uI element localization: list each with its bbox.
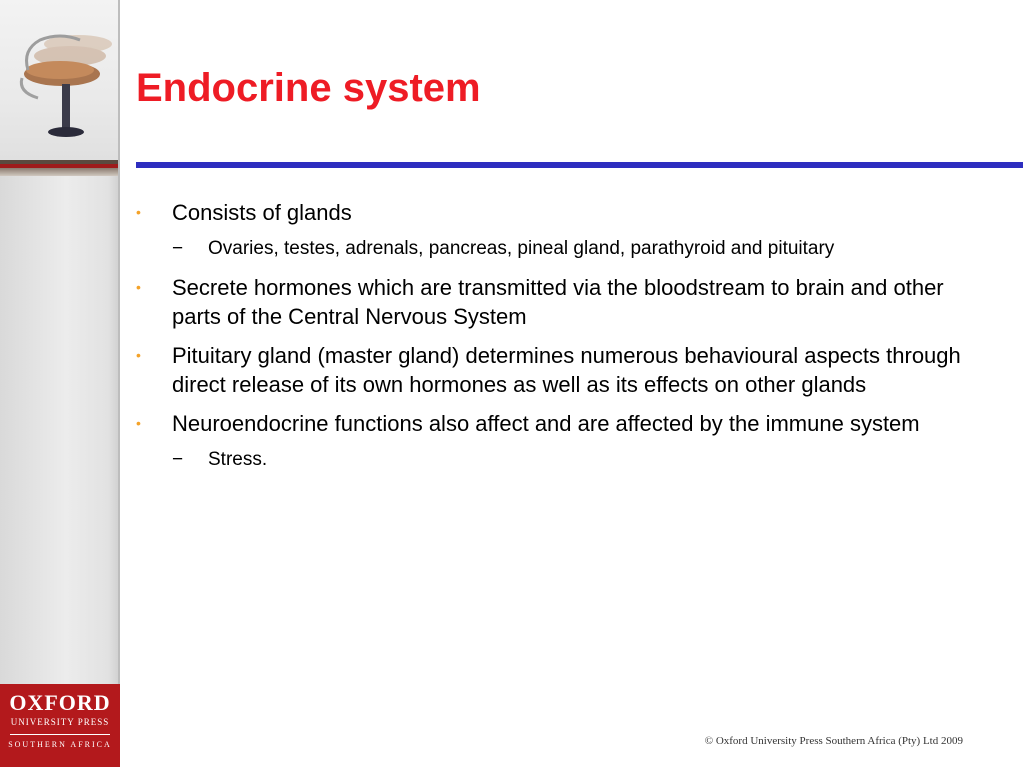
bullet-text: Pituitary gland (master gland) determines numerous behavioural aspects through direct release of its own hormones as well as its effects on other glands xyxy=(172,343,961,397)
chair-icon xyxy=(0,0,120,160)
bullet-text: Secrete hormones which are transmitted via the bloodstream to brain and other parts of the Central Nervous System xyxy=(172,275,944,329)
oxford-logo xyxy=(0,684,120,767)
bullet-item xyxy=(136,273,966,331)
bullet-item xyxy=(136,341,966,399)
bullet-marker: • xyxy=(136,415,141,431)
logo-oxford: OXFORD xyxy=(9,690,111,715)
logo-divider xyxy=(10,734,110,735)
sidebar-edge xyxy=(118,0,120,767)
sub-bullet-item xyxy=(136,237,966,261)
bullet-marker: • xyxy=(136,279,141,295)
sidebar xyxy=(0,0,120,767)
logo-southern-africa: SOUTHERN AFRICA xyxy=(8,740,112,749)
sub-bullet-text: Stress. xyxy=(208,449,268,470)
bullet-text: Neuroendocrine functions also affect and are affected by the immune system xyxy=(172,411,920,436)
slide-content xyxy=(136,198,966,484)
bullet-marker: • xyxy=(136,204,141,220)
bullet-marker: • xyxy=(136,347,141,363)
stripe-light xyxy=(0,168,120,176)
sub-bullet-marker: − xyxy=(172,449,184,470)
bullet-item xyxy=(136,198,966,227)
logo-university-press: UNIVERSITY PRESS xyxy=(10,717,110,727)
chair-photo xyxy=(0,0,120,160)
sub-bullet-text: Ovaries, testes, adrenals, pancreas, pineal gland, parathyroid and pituitary xyxy=(208,238,835,259)
sub-bullet-marker: − xyxy=(172,238,184,259)
copyright-notice: © Oxford University Press Southern Africa (Pty) Ltd 2009 xyxy=(704,735,963,747)
bullet-text: Consists of glands xyxy=(172,200,352,225)
slide-title: Endocrine system xyxy=(136,66,481,110)
title-rule xyxy=(136,162,1023,168)
bullet-item xyxy=(136,409,966,438)
sub-bullet-item xyxy=(136,448,966,472)
sidebar-stripes xyxy=(0,160,120,176)
